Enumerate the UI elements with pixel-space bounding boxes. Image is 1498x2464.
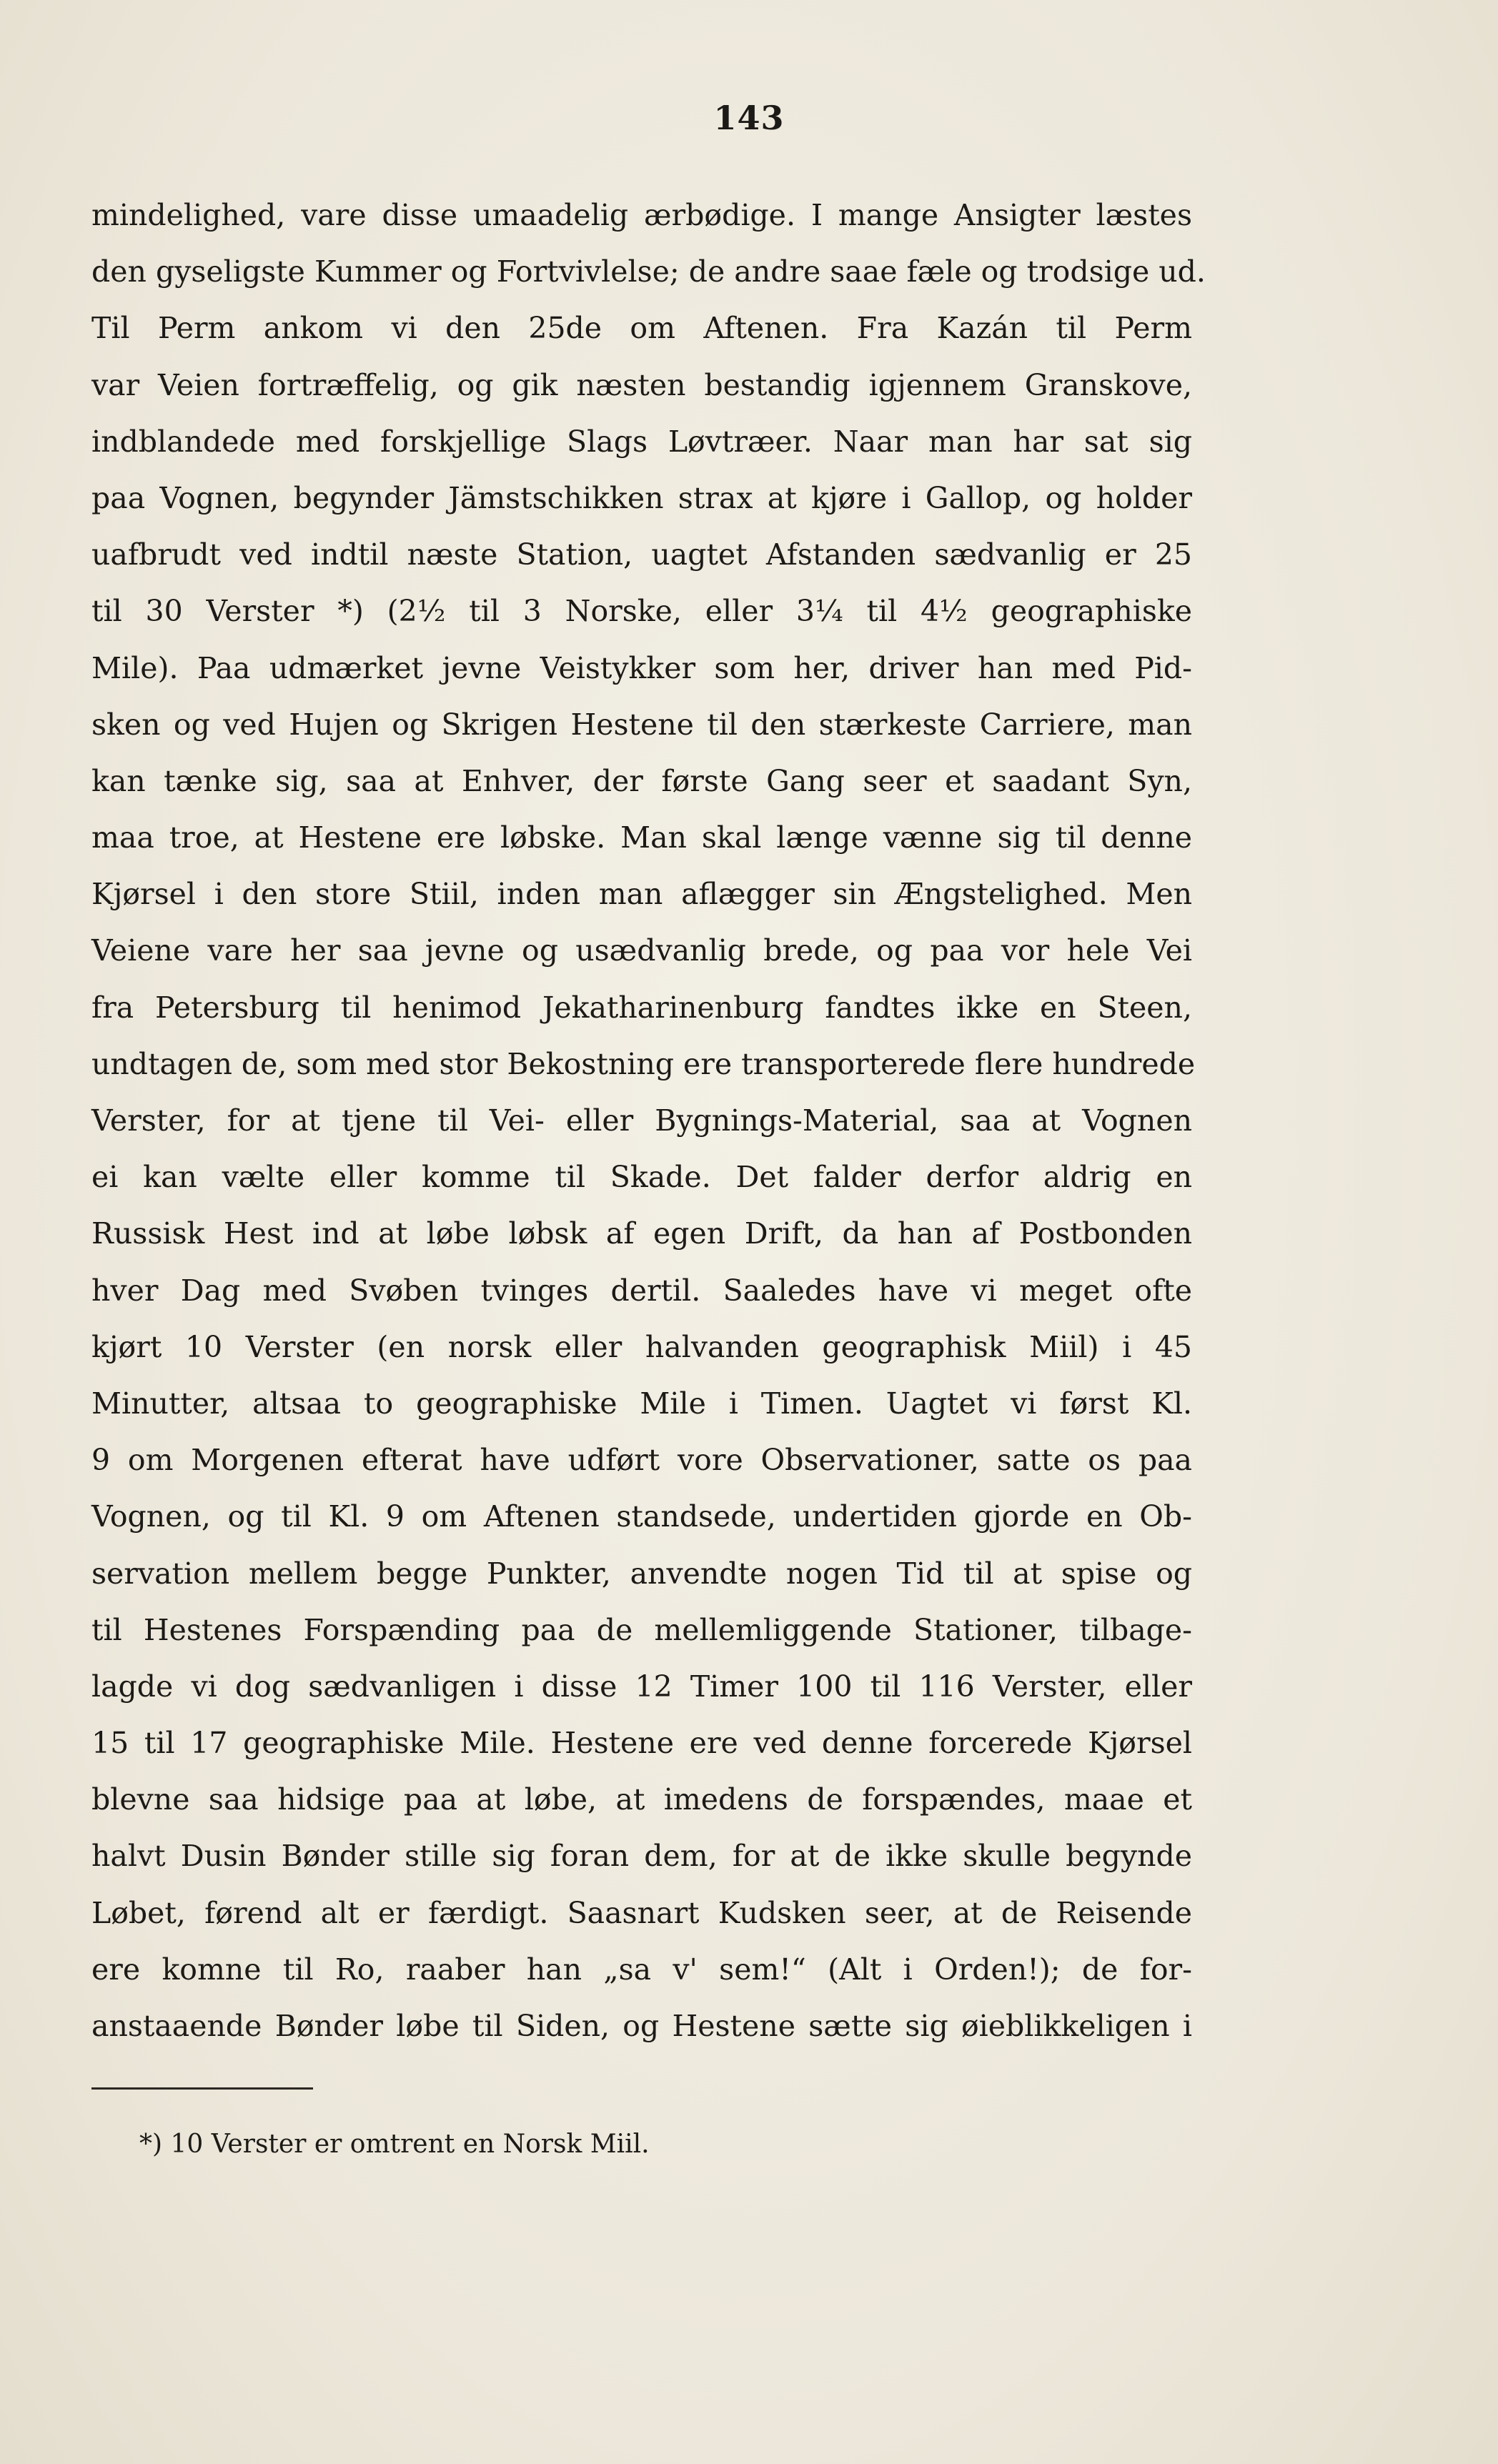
- text-line: den gyseligste Kummer og Fortvivlelse; de andre saae fæle og trodsige ud.: [91, 254, 1206, 289]
- text-line: indblandede med forskjellige Slags Løvtræer. Naar man har sat sig: [91, 424, 1192, 459]
- page-number: 143: [713, 99, 785, 137]
- text-line: Vognen, og til Kl. 9 om Aftenen standsede, undertiden gjorde en Ob-: [91, 1499, 1192, 1534]
- text-line: til 30 Verster *) (2½ til 3 Norske, eller 3¼ til 4½ geographiske: [91, 594, 1192, 629]
- text-line: kan tænke sig, saa at Enhver, der første Gang seer et saadant Syn,: [91, 763, 1192, 798]
- text-line: Minutter, altsaa to geographiske Mile i Timen. Uagtet vi først Kl.: [91, 1386, 1192, 1421]
- footnote-divider: [91, 2087, 313, 2090]
- text-line: fra Petersburg til henimod Jekatharinenburg fandtes ikke en Steen,: [91, 990, 1192, 1025]
- text-line: Mile). Paa udmærket jevne Veistykker som her, driver han med Pid-: [91, 650, 1192, 685]
- text-line: 15 til 17 geographiske Mile. Hestene ere ved denne forcerede Kjørsel: [91, 1726, 1192, 1761]
- text-line: Russisk Hest ind at løbe løbsk af egen Drift, da han af Postbonden: [91, 1216, 1192, 1251]
- text-line: undtagen de, som med stor Bekostning ere transporterede flere hundrede: [91, 1046, 1196, 1081]
- text-line: sken og ved Hujen og Skrigen Hestene til den stærkeste Carriere, man: [91, 707, 1192, 742]
- text-line: hver Dag med Svøben tvinges dertil. Saaledes have vi meget ofte: [91, 1273, 1192, 1308]
- text-line: Til Perm ankom vi den 25de om Aftenen. Fra Kazán til Perm: [91, 311, 1192, 346]
- text-line: blevne saa hidsige paa at løbe, at imedens de forspændes, maae et: [91, 1782, 1192, 1817]
- text-line: kjørt 10 Verster (en norsk eller halvanden geographisk Miil) i 45: [91, 1329, 1192, 1364]
- text-line: Kjørsel i den store Stiil, inden man aflægger sin Ængstelighed. Men: [91, 877, 1192, 912]
- footnote: *) 10 Verster er omtrent en Norsk Miil.: [139, 2130, 650, 2159]
- body-text: [91, 187, 1206, 2055]
- text-line: paa Vognen, begynder Jämstschikken strax at kjøre i Gallop, og holder: [91, 480, 1192, 515]
- text-line: uafbrudt ved indtil næste Station, uagtet Afstanden sædvanlig er 25: [91, 537, 1192, 572]
- text-line: Veiene vare her saa jevne og usædvanlig brede, og paa vor hele Vei: [91, 933, 1192, 968]
- text-line: servation mellem begge Punkter, anvendte nogen Tid til at spise og: [91, 1556, 1192, 1591]
- text-line: lagde vi dog sædvanligen i disse 12 Timer 100 til 116 Verster, eller: [91, 1669, 1192, 1704]
- text-line: halvt Dusin Bønder stille sig foran dem, for at de ikke skulle begynde: [91, 1839, 1192, 1874]
- text-line: til Hestenes Forspænding paa de mellemliggende Stationer, tilbage-: [91, 1612, 1192, 1647]
- text-line: var Veien fortræffelig, og gik næsten bestandig igjennem Granskove,: [91, 367, 1192, 402]
- text-line: 9 om Morgenen efterat have udført vore Observationer, satte os paa: [91, 1443, 1192, 1478]
- text-line: Verster, for at tjene til Vei- eller Bygnings-Material, saa at Vognen: [91, 1103, 1192, 1138]
- text-line: ei kan vælte eller komme til Skade. Det falder derfor aldrig en: [91, 1160, 1192, 1195]
- text-line: ere komne til Ro, raaber han „sa v' sem!“ (Alt i Orden!); de for-: [91, 1952, 1192, 1987]
- text-line: anstaaende Bønder løbe til Siden, og Hestene sætte sig øieblikkeligen i: [91, 2009, 1192, 2043]
- text-line: maa troe, at Hestene ere løbske. Man skal længe vænne sig til denne: [91, 820, 1192, 855]
- text-line: Løbet, førend alt er færdigt. Saasnart Kudsken seer, at de Reisende: [91, 1895, 1192, 1930]
- text-line: mindelighed, vare disse umaadelig ærbødige. I mange Ansigter læstes: [91, 198, 1192, 232]
